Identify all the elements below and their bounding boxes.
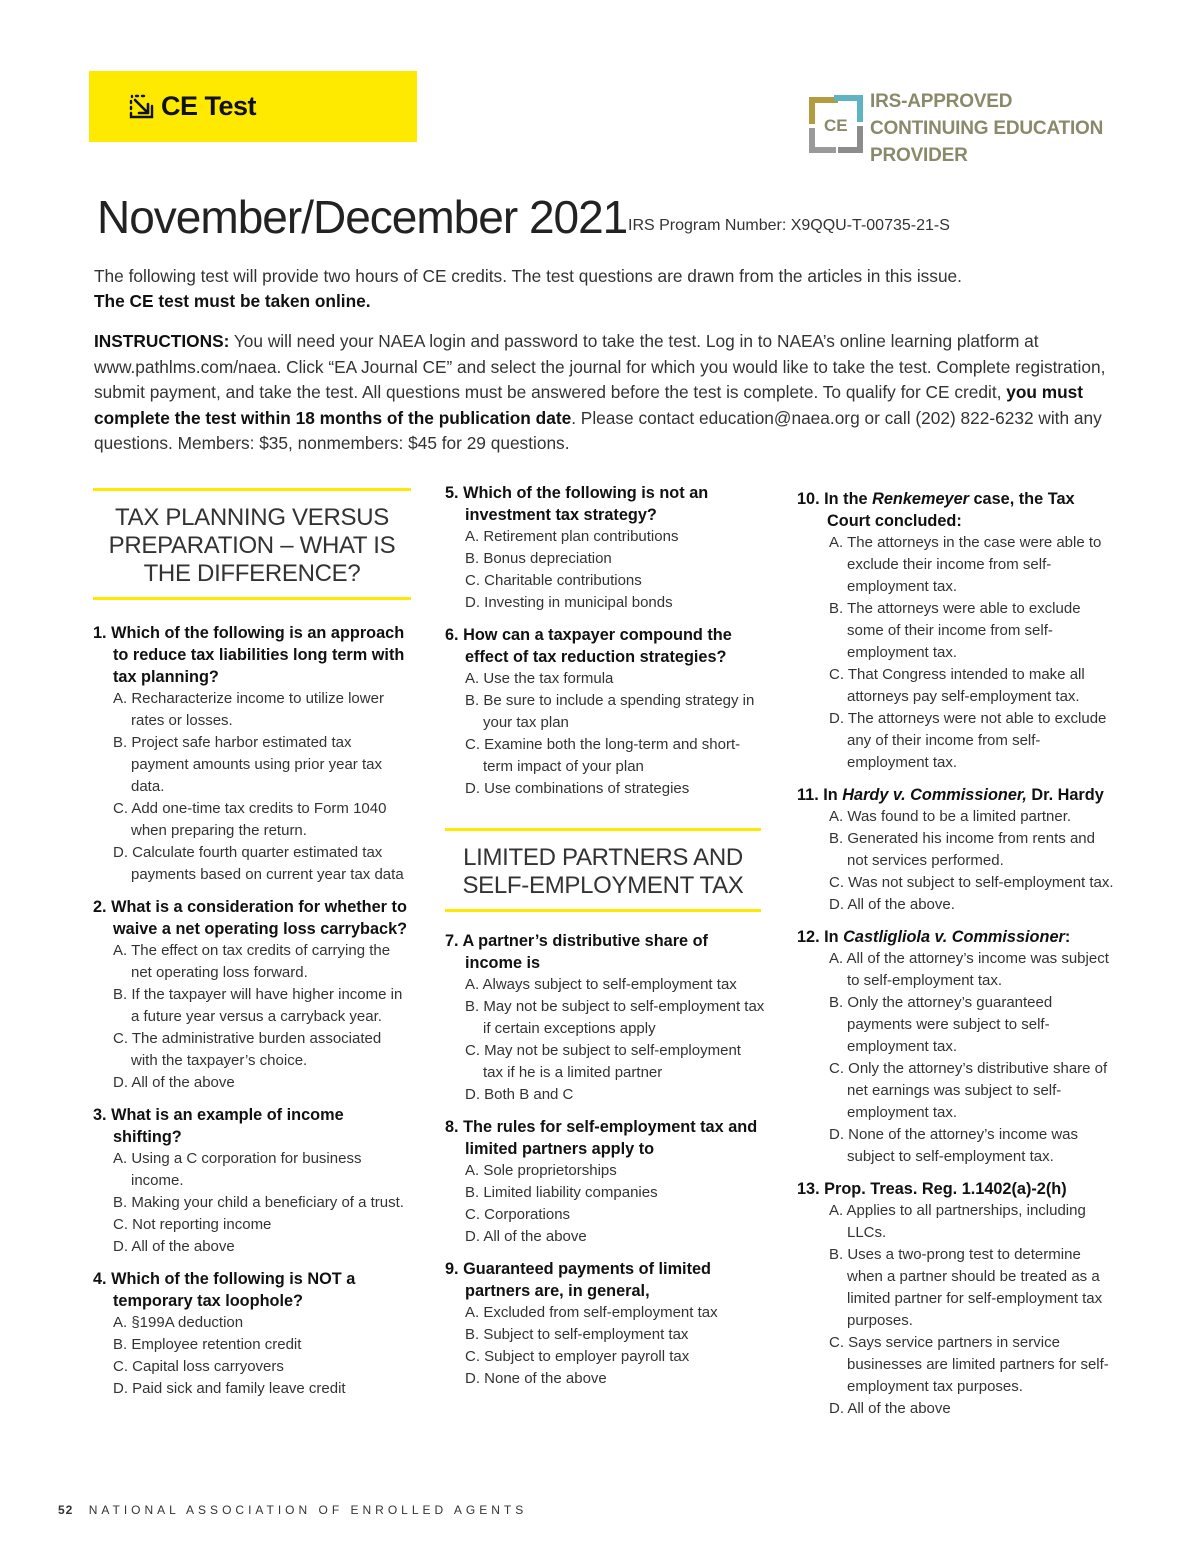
column-2: [445, 484, 765, 1390]
answer-option: C. May not be subject to self-employment tax if he is a limited partner: [465, 1042, 741, 1081]
answer-option: B. Making your child a beneficiary of a trust.: [113, 1194, 404, 1211]
question-text: 2. What is a consideration for whether to waive a net operating loss carryback?: [93, 898, 408, 938]
instructions-text: You will need your NAEA login and password to take the test. Log in to NAEA’s online learning platform at www.pathlms.com/naea. Click “EA Journal CE” and select the journal for which you would like to take the test. Complete registration, submit payment, and take the test. All questions must be answered before the test is complete. To qualify for CE credit,: [94, 331, 1106, 403]
answer-option: A. Was found to be a limited partner.: [829, 808, 1072, 825]
question-text-part: 10. In the: [797, 490, 873, 508]
intro-line: The following test will provide two hours of CE credits. The test questions are drawn from the articles in this issue.: [94, 266, 962, 286]
question-13: [797, 1178, 1117, 1420]
question-3: [93, 1104, 411, 1258]
provider-logo-text: [870, 88, 1103, 169]
question-text: 13. Prop. Treas. Reg. 1.1402(a)-2(h): [797, 1180, 1067, 1198]
case-name: Renkemeyer: [872, 490, 969, 508]
question-text-part: 12. In: [797, 928, 844, 946]
answer-option: D. None of the above: [465, 1370, 607, 1387]
answer-option: B. Only the attorney’s guaranteed payments were subject to self-employment tax.: [829, 994, 1053, 1055]
instructions-label: INSTRUCTIONS:: [94, 331, 230, 351]
answer-option: A. Retirement plan contributions: [465, 528, 679, 545]
answer-option: C. Add one-time tax credits to Form 1040 when preparing the return.: [113, 800, 387, 839]
instructions-deadline: you must complete the test within 18 months of the publication date: [94, 382, 1084, 428]
question-text-part: 11. In: [797, 786, 843, 804]
answer-option: D. Use combinations of strategies: [465, 780, 690, 797]
answer-option: C. That Congress intended to make all attorneys pay self-employment tax.: [829, 666, 1085, 705]
question-text-part: :: [1064, 928, 1071, 946]
question-text-part: case, the Tax Court concluded:: [827, 490, 1075, 530]
instructions: [94, 329, 1124, 457]
question-text: 5. Which of the following is not an investment tax strategy?: [445, 484, 709, 524]
answer-option: A. Excluded from self-employment tax: [465, 1304, 718, 1321]
answer-option: B. Be sure to include a spending strategy in your tax plan: [465, 692, 755, 731]
answer-option: B. The attorneys were able to exclude some of their income from self-employment tax.: [829, 600, 1081, 661]
answer-option: C. Capital loss carryovers: [113, 1358, 284, 1375]
answer-option: C. The administrative burden associated with the taxpayer’s choice.: [113, 1030, 382, 1069]
answer-option: A. Sole proprietorships: [465, 1162, 617, 1179]
question-6: [445, 624, 765, 800]
publication-name: NATIONAL ASSOCIATION OF ENROLLED AGENTS: [88, 1503, 528, 1517]
question-text: [797, 926, 1117, 948]
question-10: [797, 488, 1117, 774]
answer-option: C. Not reporting income: [113, 1216, 272, 1233]
provider-line-3: PROVIDER: [870, 145, 968, 166]
answer-option: C. Only the attorney’s distributive share of net earnings was subject to self-employment tax.: [829, 1060, 1108, 1121]
answer-option: A. All of the attorney’s income was subject to self-employment tax.: [829, 950, 1109, 989]
answer-option: A. Use the tax formula: [465, 670, 614, 687]
answer-option: A. Applies to all partnerships, including LLCs.: [829, 1202, 1086, 1241]
ce-provider-mark-icon: [808, 94, 864, 154]
answer-option: B. Generated his income from rents and not services performed.: [829, 830, 1095, 869]
external-link-arrow-icon: [129, 94, 155, 120]
section-heading: TAX PLANNING VERSUS PREPARATION – WHAT IS THE DIFFERENCE?: [93, 488, 411, 600]
question-4: [93, 1268, 411, 1400]
answer-option: B. Employee retention credit: [113, 1336, 302, 1353]
question-text: 1. Which of the following is an approach to reduce tax liabilities long term with tax planning?: [93, 624, 405, 686]
answer-option: C. Corporations: [465, 1206, 571, 1223]
answer-option: A. Using a C corporation for business income.: [113, 1150, 362, 1189]
question-text: [797, 488, 1117, 532]
answer-option: C. Was not subject to self-employment tax.: [829, 874, 1114, 891]
question-2: [93, 896, 411, 1094]
question-text: 4. Which of the following is NOT a temporary tax loophole?: [93, 1270, 356, 1310]
ce-test-label: CE Test: [161, 91, 257, 121]
ce-mark-text: CE: [824, 116, 848, 135]
answer-option: D. None of the attorney’s income was subject to self-employment tax.: [829, 1126, 1079, 1165]
question-text-part: Dr. Hardy: [1026, 786, 1104, 804]
question-text: 8. The rules for self-employment tax and limited partners apply to: [445, 1118, 758, 1158]
answer-option: C. Examine both the long-term and short-term impact of your plan: [465, 736, 741, 775]
answer-option: D. Paid sick and family leave credit: [113, 1380, 346, 1397]
answer-option: D. Both B and C: [465, 1086, 574, 1103]
question-5: [445, 482, 765, 614]
column-1: [93, 488, 411, 1400]
question-text: [797, 784, 1117, 806]
case-name: Hardy v. Commissioner,: [842, 786, 1027, 804]
provider-line-2: CONTINUING EDUCATION: [870, 118, 1104, 139]
answer-option: B. Subject to self-employment tax: [465, 1326, 689, 1343]
case-name: Castligliola v. Commissioner: [843, 928, 1065, 946]
answer-option: D. All of the above: [113, 1238, 235, 1255]
answer-option: B. If the taxpayer will have higher income in a future year versus a carryback year.: [113, 986, 403, 1025]
question-8: [445, 1116, 765, 1248]
answer-option: B. Limited liability companies: [465, 1184, 658, 1201]
question-text: 7. A partner’s distributive share of income is: [445, 932, 708, 972]
section-heading: LIMITED PARTNERS AND SELF-EMPLOYMENT TAX: [445, 828, 761, 912]
question-text: 3. What is an example of income shifting?: [93, 1106, 344, 1146]
answer-option: B. Uses a two-prong test to determine when a partner should be treated as a limited partner for self-employment tax purposes.: [829, 1246, 1103, 1329]
program-number: IRS Program Number: X9QQU-T-00735-21-S: [628, 217, 950, 234]
question-1: [93, 622, 411, 886]
question-9: [445, 1258, 765, 1390]
answer-option: D. All of the above: [113, 1074, 235, 1091]
issue-title: November/December 2021: [97, 191, 628, 243]
page-number: 52: [58, 1503, 74, 1517]
intro-online-note: The CE test must be taken online.: [94, 291, 371, 311]
answer-option: A. §199A deduction: [113, 1314, 244, 1331]
instructions-contact: . Please contact education@naea.org or call (202) 822-6232 with any questions. Members: $35, nonmembers: $45 for 29 questions.: [94, 407, 1102, 454]
answer-option: A. Recharacterize income to utilize lower rates or losses.: [113, 690, 384, 729]
irs-provider-logo: [808, 88, 1103, 169]
answer-option: A. The effect on tax credits of carrying the net operating loss forward.: [113, 942, 391, 981]
question-12: [797, 926, 1117, 1168]
question-7: [445, 930, 765, 1106]
answer-option: D. All of the above: [465, 1228, 587, 1245]
intro: [94, 264, 1124, 314]
question-text: 6. How can a taxpayer compound the effect of tax reduction strategies?: [445, 626, 732, 666]
ce-test-badge: [89, 71, 417, 142]
answer-option: C. Says service partners in service businesses are limited partners for self-employment tax purposes.: [829, 1334, 1109, 1395]
answer-option: B. Project safe harbor estimated tax payment amounts using prior year tax data.: [113, 734, 382, 795]
page-footer: [58, 1503, 527, 1517]
question-11: [797, 784, 1117, 916]
column-3: [797, 490, 1117, 1420]
answer-option: D. All of the above.: [829, 896, 955, 913]
answer-option: D. The attorneys were not able to exclude any of their income from self-employment tax.: [829, 710, 1107, 771]
answer-option: A. The attorneys in the case were able to exclude their income from self-employment tax.: [829, 534, 1102, 595]
answer-option: D. Calculate fourth quarter estimated tax payments based on current year tax data: [113, 844, 404, 883]
answer-option: D. Investing in municipal bonds: [465, 594, 673, 611]
answer-option: C. Charitable contributions: [465, 572, 642, 589]
question-text: 9. Guaranteed payments of limited partners are, in general,: [445, 1260, 711, 1300]
answer-option: A. Always subject to self-employment tax: [465, 976, 737, 993]
answer-option: C. Subject to employer payroll tax: [465, 1348, 690, 1365]
answer-option: B. Bonus depreciation: [465, 550, 612, 567]
provider-line-1: IRS-APPROVED: [870, 91, 1013, 112]
answer-option: D. All of the above: [829, 1400, 951, 1417]
answer-option: B. May not be subject to self-employment tax if certain exceptions apply: [465, 998, 765, 1037]
